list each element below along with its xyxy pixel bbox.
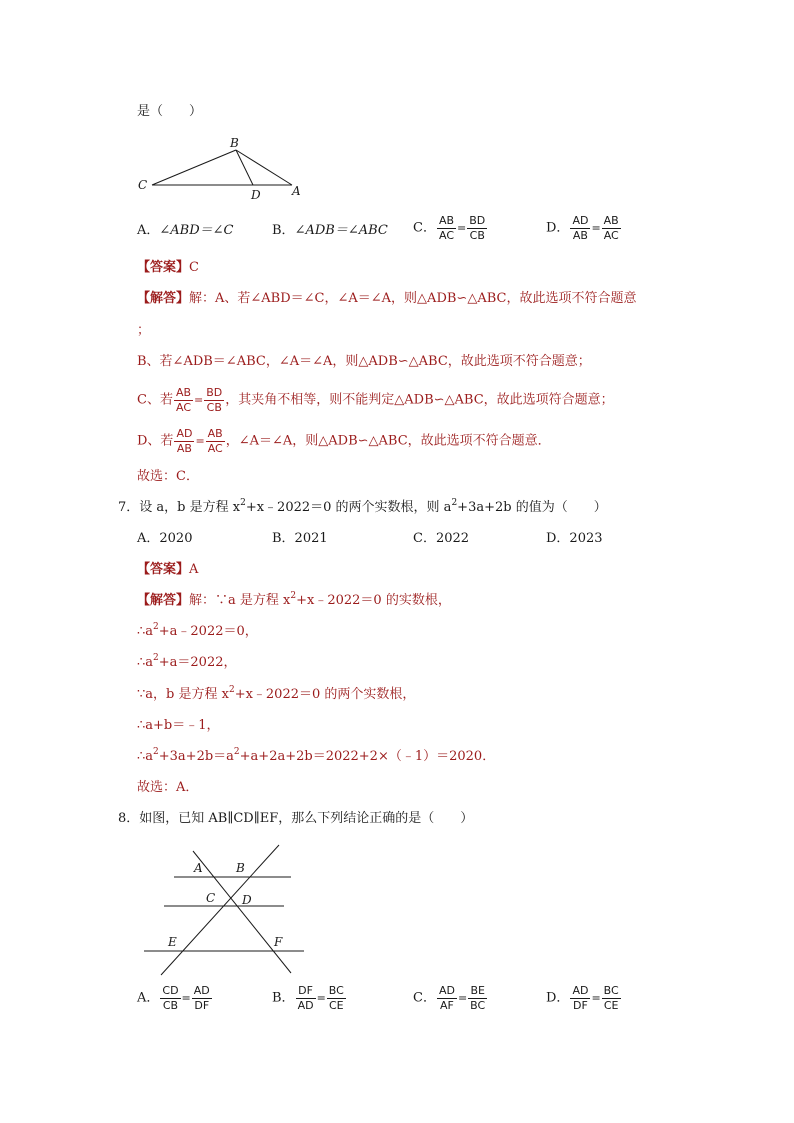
label-b: B	[236, 861, 245, 875]
label-e: E	[168, 935, 177, 949]
label-c: C	[206, 891, 216, 905]
q7-solution-line-3: $\therefore a^2+a=2022$，	[137, 653, 237, 670]
q6-option-d[interactable]: D． $\frac{AD}{AB}$ = $\frac{AB}{AC}$	[546, 214, 619, 242]
label-d: D	[242, 893, 252, 907]
label-f: F	[274, 935, 283, 949]
q6-solution-line-3: C、若 $\frac{AB}{AC}$ = $\frac{BD}{CB}$ ，其夹角不相等，则不能判定△ADB∽△ABC，故此选项符合题意；	[137, 386, 614, 414]
q6-solution-line-1: 【解答】解：A、若∠ABD＝∠C，∠A＝∠A，则△ADB∽△ABC，故此选项不符合题意	[137, 291, 637, 306]
q7-option-a[interactable]: A．2020	[137, 531, 193, 546]
q7-stem: 7．设 a，b 是方程 $x^2+x﹣2022=0$ 的两个实数根，则 $a^2+3a+2b$ 的值为（ ）	[118, 498, 607, 515]
q7-solution-line-6: $\therefore a^2+3a+2b=a^2+a+2a+2b=2022+2\times(﹣1)=2020$．	[137, 747, 496, 764]
q6-triangle-figure	[132, 132, 312, 204]
q6-stem-tail: 是（ ）	[137, 104, 203, 119]
q8-option-d[interactable]: D． $\frac{AD}{DF}$ = $\frac{BC}{CE}$	[546, 984, 619, 1012]
fraction: $\frac{BD}{CB}$	[469, 214, 486, 242]
q7-solution-line-5: ∴a+b＝﹣1，	[137, 718, 220, 733]
fraction: $\frac{AB}{AC}$	[603, 214, 619, 242]
fraction: $\frac{AB}{AC}$	[438, 214, 455, 242]
label-b: B	[230, 136, 239, 150]
q8-option-c[interactable]: C． $\frac{AD}{AF}$ = $\frac{BE}{BC}$	[413, 984, 486, 1012]
q7-solution-line-7: 故选：A．	[137, 780, 199, 795]
q8-stem: 8．如图，已知 AB∥CD∥EF，那么下列结论正确的是（ ）	[118, 811, 474, 826]
q7-solution-line-1: 【解答】解：∵a 是方程 $x^2+x﹣2022=0$ 的实数根，	[137, 591, 451, 608]
q7-option-c[interactable]: C．2022	[413, 531, 470, 546]
q8-option-b[interactable]: B． $\frac{DF}{AD}$ = $\frac{BC}{CE}$	[272, 984, 344, 1012]
q8-parallel-lines-figure	[136, 840, 311, 980]
label-c: C	[138, 178, 148, 192]
transversal-be	[161, 845, 279, 975]
q7-solution-line-2: $\therefore a^2+a﹣2022=0$，	[137, 622, 258, 639]
q6-answer: 【答案】C	[137, 260, 199, 275]
q8-option-a[interactable]: A． $\frac{CD}{CB}$ = $\frac{AD}{DF}$	[137, 984, 210, 1012]
fraction: $\frac{AD}{AB}$	[572, 214, 589, 242]
label-d: D	[251, 188, 261, 202]
q7-option-d[interactable]: D．2023	[546, 531, 603, 546]
q6-solution-line-4: D、若 $\frac{AD}{AB}$ = $\frac{AB}{AC}$ ，∠A＝∠A，则△ADB∽△ABC，故此选项不符合题意．	[137, 427, 551, 455]
q6-solution-line-1b: ；	[137, 323, 151, 338]
q6-option-b[interactable]: B．∠ADB＝∠ABC	[272, 223, 388, 238]
q7-option-b[interactable]: B．2021	[272, 531, 328, 546]
q6-option-c[interactable]: C． $\frac{AB}{AC}$ = $\frac{BD}{CB}$	[413, 214, 486, 242]
segment-cb	[152, 150, 236, 185]
q6-solution-line-2: B、若∠ADB＝∠ABC，∠A＝∠A，则△ADB∽△ABC，故此选项不符合题意；	[137, 354, 591, 369]
q6-solution-line-5: 故选：C．	[137, 469, 199, 484]
label-a: A	[194, 861, 203, 875]
q6-option-a[interactable]: A．∠ABD＝∠C	[137, 223, 234, 238]
label-a: A	[292, 184, 301, 198]
q7-answer: 【答案】A	[137, 562, 199, 577]
q7-solution-line-4: ∵a，b 是方程 $x^2+x﹣2022=0$ 的两个实数根，	[137, 685, 416, 702]
